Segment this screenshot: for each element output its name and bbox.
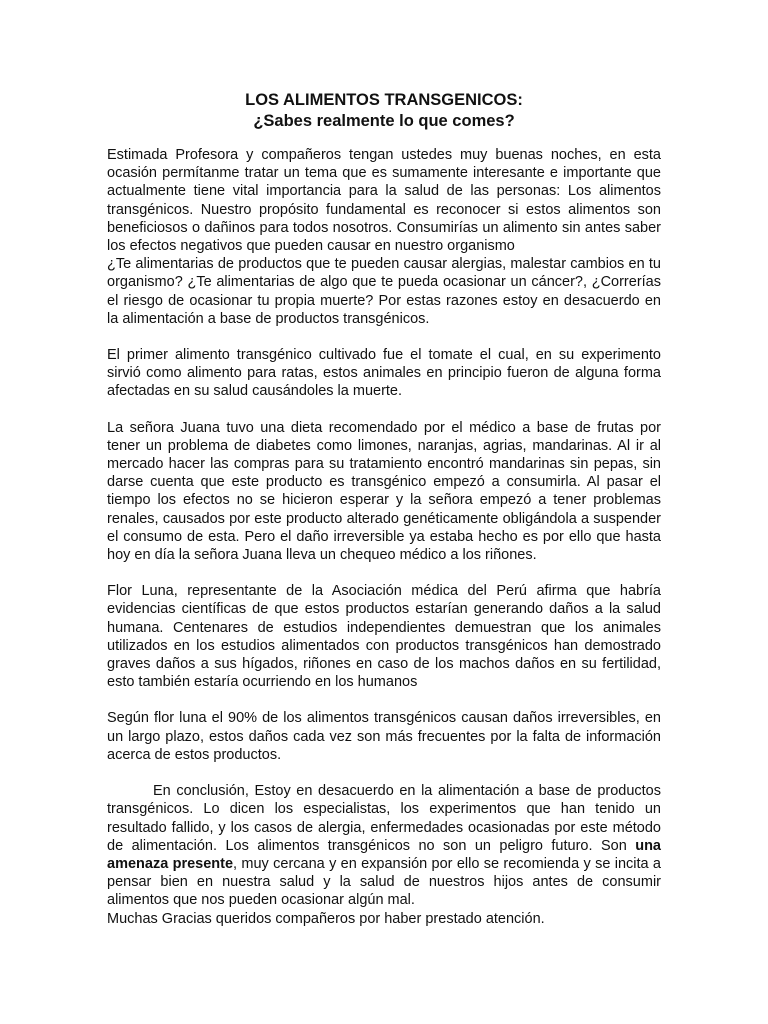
document-title: LOS ALIMENTOS TRANSGENICOS:	[245, 91, 523, 109]
document-subtitle: ¿Sabes realmente lo que comes?	[253, 112, 515, 130]
paragraph-intro: Estimada Profesora y compañeros tengan ustedes muy buenas noches, en esta ocasión permítanme tratar un tema que es sumamente interesante e importante que actualmente tiene vital importancia para la salud de las personas: Los alimentos transgénicos. Nuestro propósito fundamental es reconocer si estos alimentos son beneficiosos o dañinos para todos nosotros. Consumirías un alimento sin antes saber los efectos negativos que pueden causar en nuestro organismo	[107, 147, 661, 255]
paragraph-conclusion	[107, 782, 661, 909]
conclusion-text-end: , muy cercana y en expansión por ello se recomienda y se incita a pensar bien en nuestra salud y la salud de nuestros hijos antes de consumir alimentos que nos pueden ocasionar algún mal.	[107, 855, 661, 909]
conclusion-text-start: En conclusión, Estoy en desacuerdo en la alimentación a base de productos transgénicos. Lo dicen los especialistas, los experimentos que han tenido un resultado fallido, y los casos de alergia, enfermedades ocasionadas por este método de alimentación. Los alimentos transgénicos no son un peligro futuro. Son	[107, 783, 661, 854]
paragraph-gap	[107, 764, 661, 782]
paragraph-gap	[107, 691, 661, 709]
paragraph-tomato: El primer alimento transgénico cultivado fue el tomate el cual, en su experimento sirvió como alimento para ratas, estos animales en principio fueron de alguna forma afectadas en su salud causándoles la muerte.	[107, 347, 661, 400]
paragraph-gap	[107, 328, 661, 346]
paragraph-gap	[107, 401, 661, 419]
conclusion-emphasis: una amenaza presente	[107, 837, 661, 872]
paragraph-juana: La señora Juana tuvo una dieta recomendado por el médico a base de frutas por tener un problema de diabetes como limones, naranjas, agrias, mandarinas. Al ir al mercado hacer las compras para su tratamiento encontró mandarinas sin pepas, sin darse cuenta que este producto es transgénico empezó a consumirla. Al pasar el tiempo los efectos no se hicieron esperar y la señora empezó a tener problemas renales, causados por este producto alterado genéticamente obligándola a suspender el consumo de esta. Pero el daño irreversible ya estaba hecho es por ello que hasta hoy en día la señora Juana lleva un chequeo médico a los riñones.	[107, 419, 661, 564]
paragraph-gap	[107, 564, 661, 582]
title-block	[107, 90, 661, 132]
paragraph-flor-luna: Flor Luna, representante de la Asociación médica del Perú afirma que habría evidencias científicas de que estos productos estarían generando daños a la salud humana. Centenares de estudios independientes demuestran que los animales utilizados en los estudios alimentados con productos transgénicos han demostrado graves daños a sus hígados, riñones en caso de los machos daños en su fertilidad, esto también estaría ocurriendo en los humanos	[107, 583, 661, 691]
paragraph-statistic: Según flor luna el 90% de los alimentos transgénicos causan daños irreversibles, en un largo plazo, estos daños cada vez son más frecuentes por la falta de información acerca de estos productos.	[107, 710, 661, 763]
document-page	[107, 90, 661, 928]
paragraph-thanks: Muchas Gracias queridos compañeros por haber prestado atención.	[107, 910, 545, 927]
paragraph-questions: ¿Te alimentarias de productos que te pueden causar alergias, malestar cambios en tu organismo? ¿Te alimentarias de algo que te pueda ocasionar un cáncer?, ¿Correrías el riesgo de ocasionar tu propia muerte? Por estas razones estoy en desacuerdo en la alimentación a base de productos transgénicos.	[107, 256, 661, 327]
